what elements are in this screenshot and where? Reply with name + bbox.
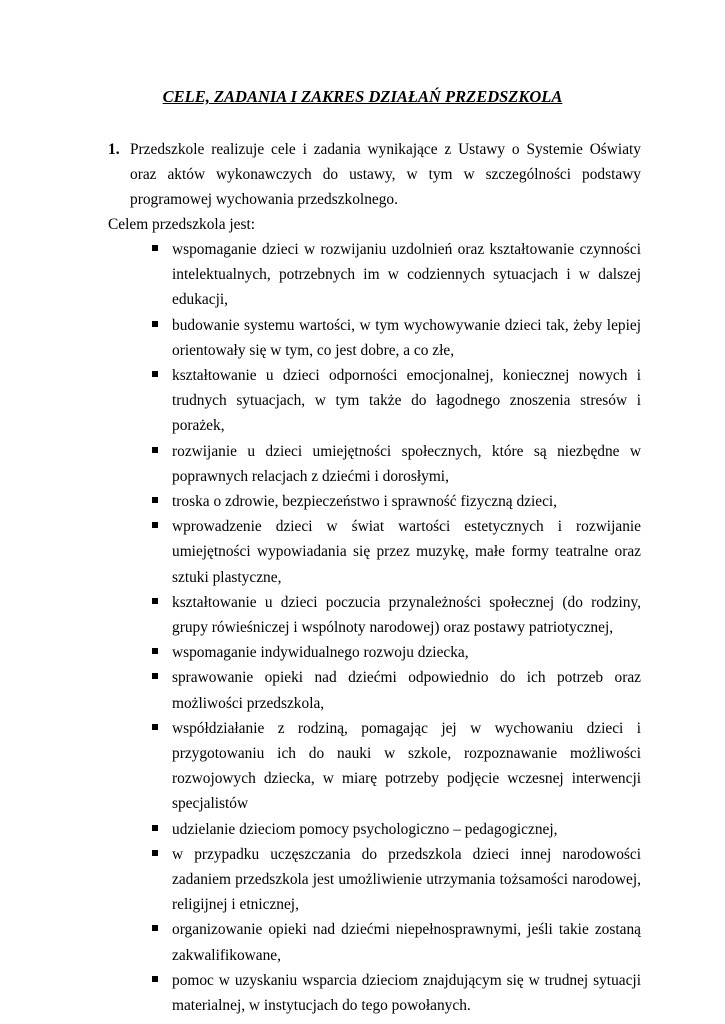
list-item [150, 716, 641, 817]
list-item-text: sprawowanie opieki nad dziećmi odpowiednio do ich potrzeb oraz możliwości przedszkola, [172, 669, 641, 712]
list-item-text: wspomaganie dzieci w rozwijaniu uzdolnień oraz kształtowanie czynności intelektualnych, potrzebnych im w codziennych sytuacjach i w dalszej edukacji, [172, 241, 641, 309]
square-bullet-icon [152, 522, 158, 528]
list-item-text: pomoc w uzyskaniu wsparcia dzieciom znajdującym się w trudnej sytuacji materialnej, w instytucjach do tego powołanych. [172, 971, 641, 1015]
goals-intro: Celem przedszkola jest: [108, 216, 256, 233]
square-bullet-icon [152, 648, 158, 654]
list-item [150, 968, 641, 1018]
point-text: Przedszkole realizuje cele i zadania wynikające z Ustawy o Systemie Oświaty oraz aktów wykonawczych do ustawy, w tym w szczególności podstawy programowej wychowania przedszkolnego. [130, 141, 641, 209]
list-item-text: wprowadzenie dzieci w świat wartości estetycznych i rozwijanie umiejętności wypowiadania się przez muzykę, małe formy teatralne oraz sztuki plastyczne, [172, 518, 641, 586]
square-bullet-icon [152, 497, 158, 503]
square-bullet-icon [152, 447, 158, 453]
square-bullet-icon [152, 673, 158, 679]
list-item [150, 817, 641, 842]
list-item-text: organizowanie opieki nad dziećmi niepełnosprawnymi, jeśli takie zostaną zakwalifikowane, [172, 921, 641, 964]
list-item [150, 489, 641, 514]
list-item [150, 665, 641, 715]
point-number: 1. [108, 141, 120, 158]
list-item-text: wspomaganie indywidualnego rozwoju dziecka, [172, 644, 469, 662]
list-item [150, 842, 641, 918]
list-item-text: rozwijanie u dzieci umiejętności społecznych, które są niezbędne w poprawnych relacjach z dziećmi i dorosłymi, [172, 442, 641, 485]
point-1 [108, 137, 641, 213]
list-item-text: troska o zdrowie, bezpieczeństwo i sprawność fizyczną dzieci, [172, 493, 558, 511]
list-item [150, 640, 641, 665]
list-item-text: kształtowanie u dzieci poczucia przynależności społecznej (do rodziny, grupy rówieśniczej i wspólnoty narodowej) oraz postawy patriotycznej, [172, 593, 641, 637]
list-item-text: budowanie systemu wartości, w tym wychowywanie dzieci tak, żeby lepiej orientowały się w tym, co jest dobre, a co złe, [172, 316, 641, 359]
list-item [150, 590, 641, 640]
square-bullet-icon [152, 976, 158, 982]
list-item [150, 439, 641, 489]
square-bullet-icon [152, 598, 158, 604]
list-item [150, 514, 641, 590]
square-bullet-icon [152, 371, 158, 377]
goals-list [150, 237, 641, 1018]
square-bullet-icon [152, 825, 158, 831]
square-bullet-icon [152, 245, 158, 251]
list-item [150, 237, 641, 313]
list-item-text: współdziałanie z rodziną, pomagając jej w wychowaniu dzieci i przygotowaniu ich do nauki w szkole, rozpoznawanie możliwości rozwojowych dziecka, w miarę potrzeby podjęcie wczesnej interwencji specjalistów [172, 719, 641, 813]
square-bullet-icon [152, 321, 158, 327]
list-item [150, 917, 641, 967]
list-item [150, 313, 641, 363]
square-bullet-icon [152, 850, 158, 856]
list-item [150, 363, 641, 439]
document-title: CELE, ZADANIA I ZAKRES DZIAŁAŃ PRZEDSZKOLA [162, 87, 563, 106]
square-bullet-icon [152, 724, 158, 730]
list-item-text: udzielanie dzieciom pomocy psychologiczno – pedagogicznej, [172, 820, 558, 838]
list-item-text: w przypadku uczęszczania do przedszkola dzieci innej narodowości zadaniem przedszkola jest umożliwienie utrzymania tożsamości narodowej, religijnej i etnicznej, [172, 845, 641, 914]
list-item-text: kształtowanie u dzieci odporności emocjonalnej, koniecznej nowych i trudnych sytuacjach, w tym także do łagodnego znoszenia stresów i porażek, [172, 367, 641, 435]
square-bullet-icon [152, 925, 158, 931]
